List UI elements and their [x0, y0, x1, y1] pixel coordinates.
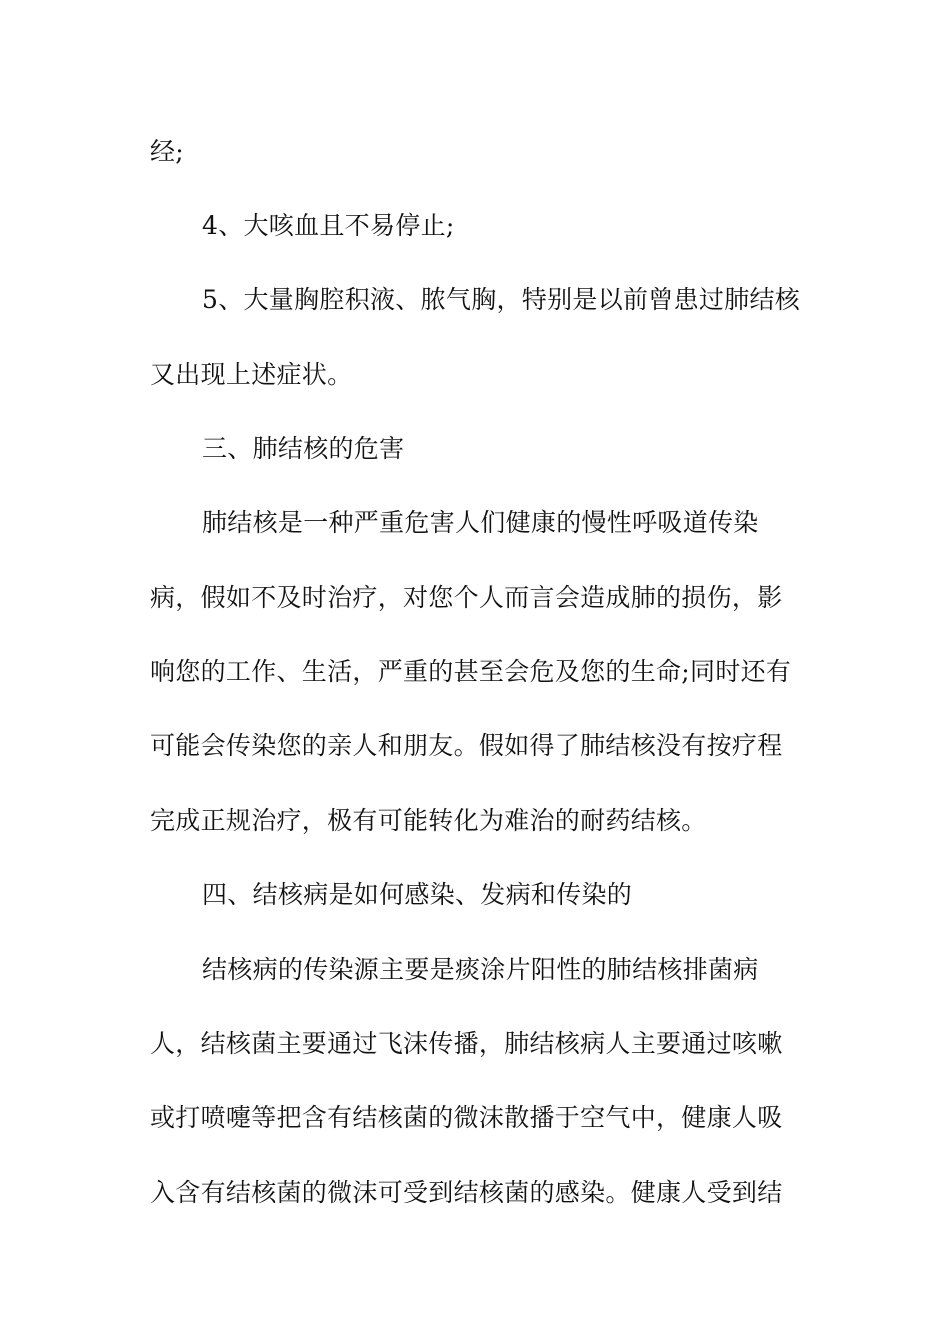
- line-text: 病，假如不及时治疗，对您个人而言会造成肺的损伤，影: [150, 583, 783, 612]
- paragraph-line: [0, 950, 950, 990]
- section-heading: [0, 875, 950, 915]
- line-text: 4、大咳血且不易停止;: [202, 211, 455, 240]
- paragraph-line: [0, 801, 950, 841]
- text-line: [0, 132, 950, 172]
- line-text: 5、大量胸腔积液、脓气胸，特别是以前曾患过肺结核: [202, 285, 801, 314]
- line-text: 三、肺结核的危害: [202, 434, 405, 463]
- list-item: [0, 280, 950, 320]
- line-text: 四、结核病是如何感染、发病和传染的: [202, 880, 633, 909]
- line-text: 完成正规治疗，极有可能转化为难治的耐药结核。: [150, 806, 707, 835]
- line-text: 经;: [150, 137, 185, 166]
- line-text: 入含有结核菌的微沫可受到结核菌的感染。健康人受到结: [150, 1178, 783, 1207]
- line-text: 肺结核是一种严重危害人们健康的慢性呼吸道传染: [202, 508, 759, 537]
- line-text: 响您的工作、生活，严重的甚至会危及您的生命;同时还有: [150, 657, 792, 686]
- paragraph-line: [0, 1024, 950, 1064]
- paragraph-line: [0, 1173, 950, 1213]
- section-heading: [0, 429, 950, 469]
- paragraph-line: [0, 726, 950, 766]
- text-line: [0, 355, 950, 395]
- line-text: 又出现上述症状。: [150, 360, 353, 389]
- line-text: 或打喷嚏等把含有结核菌的微沫散播于空气中，健康人吸: [150, 1103, 783, 1132]
- paragraph-line: [0, 652, 950, 692]
- line-text: 可能会传染您的亲人和朋友。假如得了肺结核没有按疗程: [150, 731, 783, 760]
- list-item: [0, 206, 950, 246]
- line-text: 结核病的传染源主要是痰涂片阳性的肺结核排菌病: [202, 955, 759, 984]
- paragraph-line: [0, 1098, 950, 1138]
- paragraph-line: [0, 578, 950, 618]
- line-text: 人，结核菌主要通过飞沫传播，肺结核病人主要通过咳嗽: [150, 1029, 783, 1058]
- paragraph-line: [0, 503, 950, 543]
